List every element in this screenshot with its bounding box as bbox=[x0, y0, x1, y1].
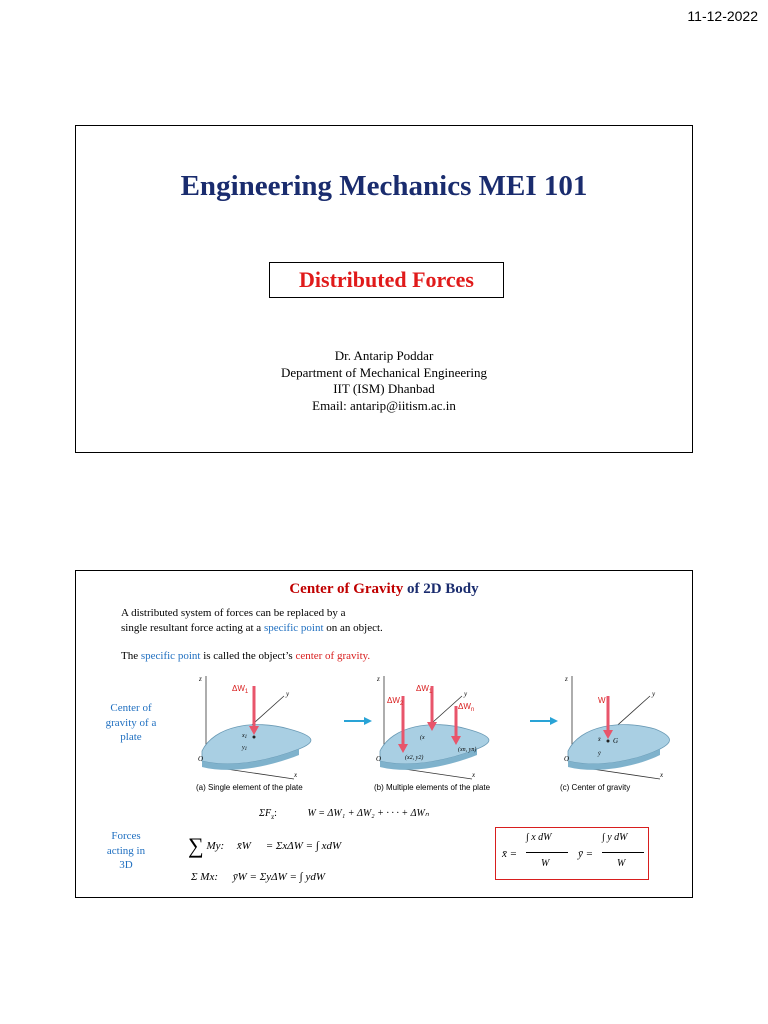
moment-x-rhs: ȳW = ΣyΔW = ∫ ydW bbox=[232, 871, 325, 883]
figure-b-caption: (b) Multiple elements of the plate bbox=[374, 783, 491, 792]
intro-text-end: on an object. bbox=[323, 621, 383, 634]
moment-y-lhs: x̄W bbox=[236, 840, 251, 852]
author-email: Email: antarip@iitism.ac.in bbox=[312, 397, 456, 413]
side-label-3d bbox=[96, 829, 156, 873]
specific-point-highlight: specific point bbox=[263, 621, 324, 634]
origin-label: O bbox=[198, 755, 204, 763]
slide-subtitle-box bbox=[269, 262, 504, 298]
side-label-line: Forces bbox=[111, 830, 141, 842]
origin-label: O bbox=[376, 755, 382, 763]
xbar-denominator: W bbox=[541, 858, 550, 869]
moment-y-equation: ∑ My: x̄W = ΣxΔW = ∫ xdW bbox=[188, 833, 342, 858]
specific-point-highlight-2: specific point bbox=[140, 650, 201, 662]
axis-x-label: x bbox=[294, 771, 298, 779]
point-n-label: (xn, yn) bbox=[458, 747, 477, 753]
figure-c-caption: (c) Center of gravity bbox=[560, 783, 631, 792]
figure-c-center-of-gravity bbox=[560, 671, 685, 786]
author-department: Department of Mechanical Engineering bbox=[280, 364, 488, 380]
intro-line-1: A distributed system of forces can be replaced by a bbox=[121, 607, 346, 619]
xbar-label: x̄ bbox=[598, 737, 601, 743]
intro-paragraph bbox=[121, 606, 383, 635]
side-label-line: 3D bbox=[119, 859, 133, 871]
axis-z-label: z bbox=[565, 675, 568, 683]
point-g-label: G bbox=[613, 737, 619, 745]
axis-x-label: x bbox=[660, 771, 664, 779]
ybar-denominator: W bbox=[617, 858, 626, 869]
title-slide bbox=[75, 125, 693, 453]
sum-fz-colon: : bbox=[274, 808, 277, 819]
point-2-label: (x2, y2) bbox=[405, 755, 424, 761]
axis-y-label: y bbox=[652, 690, 656, 698]
side-label-plate bbox=[96, 701, 166, 745]
side-label-line: Center of bbox=[110, 702, 152, 714]
slide2-title bbox=[76, 581, 692, 598]
definition-text: The bbox=[121, 650, 141, 662]
force-label-bn: $\Delta W_n$ bbox=[458, 702, 475, 713]
intro-line-2 bbox=[121, 621, 383, 636]
element-point bbox=[253, 736, 256, 739]
force-label-b2: $\Delta W_2$ bbox=[387, 696, 404, 707]
slide-title: Engineering Mechanics MEI 101 bbox=[180, 170, 588, 202]
author-block bbox=[76, 348, 692, 414]
force-label-a: $\Delta W_1$ bbox=[232, 684, 249, 695]
origin-label: O bbox=[564, 755, 570, 763]
x1-label: x1 bbox=[242, 733, 248, 740]
figure-a-caption: (a) Single element of the plate bbox=[196, 783, 303, 792]
ybar-formula-label: ȳ = bbox=[578, 848, 594, 860]
axis-y-label: y bbox=[464, 690, 468, 698]
moment-x-equation bbox=[191, 871, 325, 883]
axis-z-label: z bbox=[377, 675, 380, 683]
centroid-formula-box bbox=[495, 827, 649, 880]
side-label-line: plate bbox=[120, 731, 142, 743]
definition-paragraph bbox=[121, 650, 370, 662]
ybar-numerator: ∫ y dW bbox=[602, 832, 628, 843]
author-name: Dr. Antarip Poddar bbox=[334, 348, 434, 363]
sum-fz-label: ΣF bbox=[259, 808, 272, 819]
sum-fz-sub: z bbox=[271, 813, 275, 821]
intro-text: single resultant force acting at a bbox=[121, 621, 264, 634]
ybar-fraction-bar bbox=[602, 852, 644, 853]
slide2-title-highlight: Center of Gravity bbox=[289, 581, 404, 597]
axis-y-label: y bbox=[286, 690, 290, 698]
side-label-line: acting in bbox=[106, 844, 146, 857]
slide-subtitle: Distributed Forces bbox=[299, 267, 474, 292]
axis-x-label: x bbox=[472, 771, 476, 779]
definition-text-mid: is called the object’s bbox=[200, 650, 296, 662]
moment-y-label: My: bbox=[206, 840, 225, 852]
slide2-title-rest: of 2D Body bbox=[403, 581, 479, 597]
author-institute: IIT (ISM) Dhanbad bbox=[333, 381, 435, 396]
moment-x-label: Σ Mx: bbox=[191, 871, 218, 883]
xbar-numerator: ∫ x dW bbox=[526, 832, 552, 843]
xbar-formula-label: x̄ = bbox=[502, 848, 518, 860]
center-of-gravity-slide bbox=[75, 570, 693, 898]
center-of-gravity-highlight: center of gravity. bbox=[295, 650, 371, 662]
sum-fz-rhs: W = ΔW₁ + ΔW₂ + · · · + ΔWₙ bbox=[307, 808, 429, 819]
page-date: 11-12-2022 bbox=[687, 8, 758, 24]
side-label-line: gravity of a bbox=[105, 716, 157, 729]
force-label-w: W bbox=[598, 696, 606, 705]
y1-label: y1 bbox=[242, 745, 248, 752]
xbar-fraction-bar bbox=[526, 852, 568, 853]
arrow-a-to-b-icon bbox=[344, 716, 374, 726]
axis-z-label: z bbox=[199, 675, 202, 683]
moment-y-rhs: = ΣxΔW = ∫ xdW bbox=[265, 840, 342, 852]
figure-a-single-element bbox=[194, 671, 344, 786]
figure-b-multiple-elements bbox=[372, 671, 522, 786]
force-label-b1: $\Delta W_1$ bbox=[416, 684, 433, 695]
ybar-label: ȳ bbox=[598, 751, 601, 757]
arrow-b-to-c-icon bbox=[530, 716, 560, 726]
point-1-label: (x bbox=[420, 735, 425, 741]
sum-fz-equation bbox=[259, 808, 429, 821]
